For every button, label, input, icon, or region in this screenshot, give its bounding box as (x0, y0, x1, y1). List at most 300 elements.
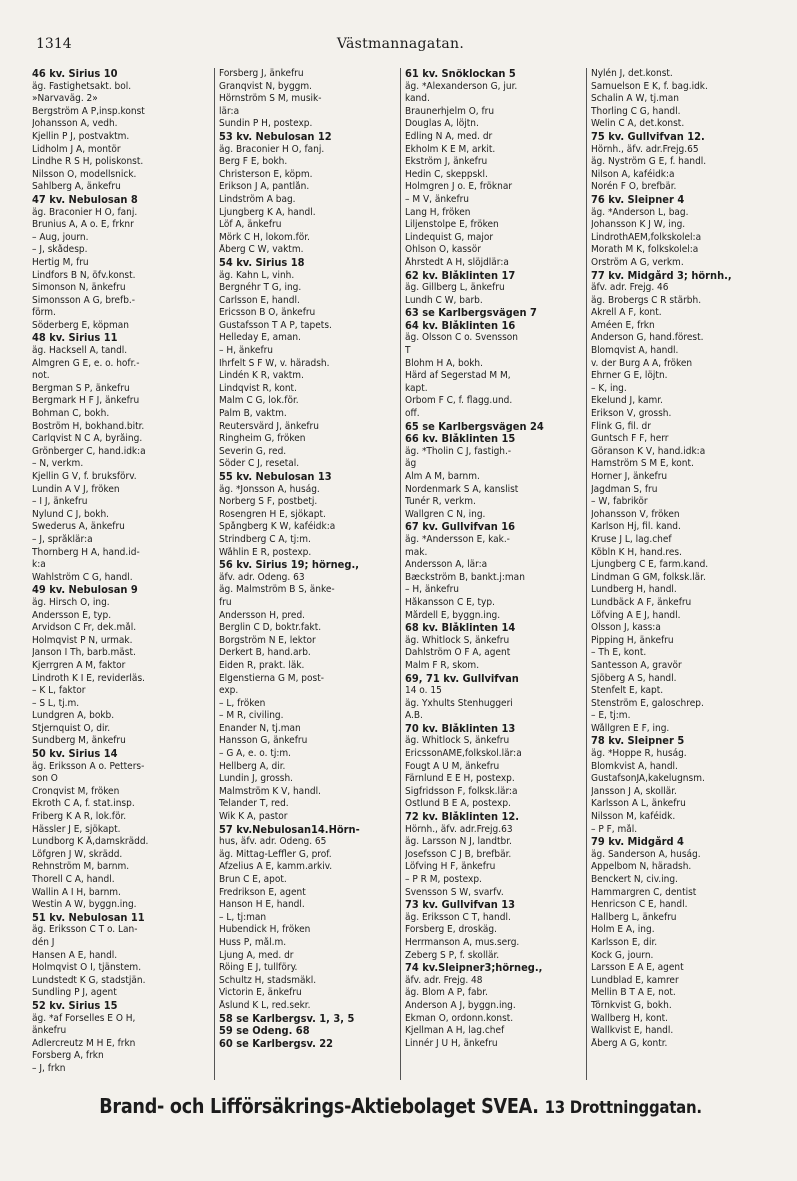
directory-entry: Härd af Segerstad M M, (405, 370, 511, 382)
block-heading: 67 kv. Gullvifvan 16 (405, 521, 516, 534)
directory-entry: Bergman S P, änkefru (32, 382, 130, 394)
directory-entry: Erikson V, grossh. (591, 408, 672, 420)
directory-entry: Schalin A W, tj.man (591, 93, 679, 105)
directory-entry: Hansen A E, handl. (32, 949, 118, 961)
directory-entry: äfv. adr. Frejg. 48 (405, 974, 483, 986)
directory-entry: Törnkvist G, bokh. (591, 999, 672, 1011)
directory-entry: Hansson G, änkefru (219, 735, 308, 747)
directory-entry: Kruse J L, lag.chef (591, 533, 672, 545)
directory-entry: Ekman O, ordonn.konst. (405, 1012, 514, 1024)
column-3 (400, 68, 586, 1080)
directory-entry: A.B. (405, 710, 423, 722)
block-heading: 76 kv. Sleipner 4 (591, 193, 685, 206)
directory-entry: Löfgren J W, skrädd. (32, 848, 123, 860)
directory-entry: Åhrstedt A H, slöjdlär:a (405, 256, 509, 268)
directory-entry: Horner J, änkefru (591, 471, 668, 482)
directory-entry: änkefru (32, 1025, 67, 1037)
block-heading: 51 kv. Nebulosan 11 (32, 911, 145, 924)
directory-entry: äg. Whitlock S, änkefru (405, 735, 510, 747)
directory-entry: Simonsson A G, brefb.- (32, 294, 136, 306)
directory-entry: Lundh C W, barb. (405, 294, 483, 306)
directory-entry: Karlsson A L, änkefru (591, 798, 686, 810)
block-heading: 56 kv. Sirius 19; hörneg., (219, 559, 359, 572)
directory-entry: lär:a (219, 105, 240, 117)
directory-entry: äg. *Anderson L, bag. (591, 206, 689, 218)
directory-entry: Appelbom N, häradsh. (591, 861, 692, 873)
directory-entry: Hörnström S M, musik- (219, 93, 322, 105)
directory-entry: Jansson J A, skollär. (591, 785, 677, 797)
directory-entry: hus, äfv. adr. Odeng. 65 (219, 836, 327, 848)
directory-entry: Herrmanson A, mus.serg. (405, 936, 520, 948)
directory-entry: äg. *Andersson E, kak.- (405, 533, 510, 545)
directory-entry: Holm E A, ing. (591, 924, 655, 936)
directory-entry: Cronqvist M, fröken (32, 785, 120, 797)
directory-entry: kand. (405, 93, 430, 105)
directory-entry: Lundberg H, handl. (591, 584, 677, 596)
directory-entry: Sundling P J, agent (32, 987, 117, 999)
directory-entry: – J, frkn (32, 1062, 66, 1074)
directory-entry: T (405, 345, 411, 357)
directory-entry: Enander N, tj.man (219, 722, 301, 734)
directory-entry: – L, tj:man (219, 911, 267, 923)
directory-entry: Lindequist G, major (405, 231, 494, 243)
directory-entry: Bergmark H F J, änkefru (32, 395, 140, 407)
directory-entry: äg. Eriksson C T o. Lan- (32, 924, 138, 936)
directory-entry: äg. Fastighetsakt. bol. (32, 80, 132, 92)
directory-entry: Forsberg J, änkefru (219, 68, 304, 79)
directory-entry: Åberg A G, kontr. (591, 1037, 668, 1049)
page-number: 1314 (36, 36, 72, 52)
block-heading: 68 kv. Blåklinten 14 (405, 622, 516, 635)
directory-entry: Lundbäck A F, änkefru (591, 596, 692, 608)
directory-entry: Hubendick H, fröken (219, 924, 311, 936)
block-heading: 61 kv. Snöklockan 5 (405, 68, 516, 80)
block-heading: 69, 71 kv. Gullvifvan (405, 672, 519, 685)
directory-entry: Ekström J, änkefru (405, 156, 488, 168)
directory-entry: Lindqvist R, kont. (219, 382, 297, 394)
directory-entry: Örbom F C, f. flagg.und. (405, 395, 513, 407)
directory-entry: Bergström A P,insp.konst (32, 105, 145, 117)
directory-entry: Hamström S M E, kont. (591, 458, 694, 470)
directory-entry: – Th E, kont. (591, 647, 647, 659)
directory-entry: Brunius A, A o. E, frknr (32, 219, 134, 231)
directory-entry: Löfving A E J, handl. (591, 609, 681, 621)
directory-entry: »Narvaväg. 2» (32, 93, 98, 105)
directory-entry: Örström A G, verkm. (591, 256, 684, 268)
directory-entry: Ekelund J, kamr. (591, 395, 663, 407)
directory-entry: Andersson H, pred. (219, 609, 306, 621)
directory-entry: – S L, tj.m. (32, 697, 80, 709)
directory-entry: Nilsson O, modellsnick. (32, 168, 137, 180)
directory-entry: Hammargren C, dentist (591, 886, 697, 898)
directory-entry: Boström H, bokhand.bitr. (32, 420, 145, 432)
directory-entry: Reutersvärd J, änkefru (219, 420, 319, 432)
directory-entry: Berg F E, bokh. (219, 156, 288, 168)
directory-entry: äg. Malmström B S, änke- (219, 584, 335, 596)
directory-entry: Christerson E, köpm. (219, 168, 313, 180)
directory-entry: Nordenmark S A, kanslist (405, 483, 519, 495)
directory-entry: äg. Brobergs C R stärbh. (591, 294, 702, 306)
directory-entry: äg. Kahn L, vinh. (219, 269, 295, 281)
block-heading: 65 se Karlbergsvägen 24 (405, 420, 544, 433)
directory-entry: Gustafsson T A P, tapets. (219, 319, 332, 331)
block-heading: 53 kv. Nebulosan 12 (219, 130, 332, 143)
directory-entry: off. (405, 408, 420, 420)
directory-entry: äg. Braconier H O, fanj. (219, 143, 325, 155)
directory-entry: Bohman C, bokh. (32, 408, 110, 420)
directory-entry: äg (405, 458, 417, 470)
directory-entry: Palm B, vaktm. (219, 408, 287, 420)
directory-entry: Sigfridsson F, folksk.lär:a (405, 785, 518, 797)
directory-entry: – J, skådesp. (32, 244, 88, 256)
directory-entry: äg. Larsson N J, landtbr. (405, 836, 512, 848)
directory-entry: Malmström K V, handl. (219, 785, 321, 797)
directory-entry: Nylund C J, bokh. (32, 508, 110, 520)
directory-entry: – Aug, journ. (32, 231, 89, 243)
directory-entry: Benckert N, civ.ing. (591, 874, 678, 885)
directory-entry: Thornberg H A, hand.id- (32, 546, 140, 558)
directory-entry: Kjerrgren A M, faktor (32, 659, 126, 671)
block-heading: 72 kv. Blåklinten 12. (405, 811, 520, 824)
directory-entry: Lindén K R, vaktm. (219, 370, 304, 382)
directory-entry: Eiden R, prakt. läk. (219, 659, 305, 671)
directory-entry: Andersson E, typ. (32, 609, 112, 621)
directory-entry: Malm F R, skom. (405, 659, 480, 671)
directory-entry: Östlund B E A, postexp. (405, 798, 511, 810)
directory-entry: Lindman G GM, folksk.lär. (591, 571, 706, 583)
directory-entry: – M R, civiling. (219, 710, 284, 722)
directory-entry: Tunér R, verkm. (405, 496, 476, 508)
block-heading: 77 kv. Midgård 3; hörnh., (591, 269, 732, 282)
directory-entry: Hellberg A, dir. (219, 760, 286, 772)
directory-entry: äg. *Hoppe R, huság. (591, 748, 687, 760)
directory-entry: Wallgren C N, ing. (405, 508, 486, 520)
directory-entry: Holmqvist O I, tjänstem. (32, 962, 142, 974)
directory-entry: Hörnh., äfv. adr.Frejg.63 (405, 823, 513, 835)
directory-entry: Johansson K J W, ing. (591, 219, 686, 231)
directory-entry: Lundin A V J, fröken (32, 483, 120, 495)
directory-entry: Wåhlin E R, postexp. (219, 546, 312, 558)
directory-entry: Åberg C W, vaktm. (219, 244, 304, 256)
directory-entry: Mörk C H, lokom.för. (219, 231, 310, 243)
directory-entry: Norberg S F, postbetj. (219, 496, 318, 508)
directory-entry: – J, språklär:a (32, 533, 93, 545)
block-heading: 52 kv. Sirius 15 (32, 999, 118, 1012)
directory-entry: Hertig M, fru (32, 256, 89, 268)
directory-entry: Lindroth K I E, reviderläs. (32, 672, 145, 684)
directory-entry: Lundstedt K G, stadstjän. (32, 974, 146, 986)
directory-entry: Huss P, mål.m. (219, 936, 287, 948)
directory-entry: Lundin J, grossh. (219, 773, 294, 785)
directory-entry: not. (32, 370, 50, 382)
directory-entry: – M V, änkefru (405, 193, 470, 205)
directory-entry: Strindberg C A, tj:m. (219, 533, 311, 545)
directory-entry: Carlsson E, handl. (219, 294, 300, 306)
directory-entry: Johansson V, fröken (591, 508, 680, 520)
directory-entry: k:a (32, 559, 46, 571)
directory-entry: äg. *Jonsson A, huság. (219, 483, 320, 495)
directory-entry: Hedin C, skeppskl. (405, 168, 488, 180)
street-heading: Västmannagatan. (336, 36, 465, 52)
directory-entry: Bæckström B, bankt.j:man (405, 571, 525, 583)
directory-entry: EricssonAME,folkskol.lär:a (405, 748, 522, 760)
block-heading: 55 kv. Nebulosan 13 (219, 471, 332, 483)
directory-entry: – I J, änkefru (32, 496, 88, 508)
directory-entry: Ljung A, med. dr (219, 949, 294, 961)
directory-entry: äfv. adr. Odeng. 63 (219, 571, 305, 583)
directory-entry: Ringheim G, fröken (219, 433, 306, 445)
directory-entry: Fredrikson E, agent (219, 886, 306, 898)
block-heading: 66 kv. Blåklinten 15 (405, 433, 516, 446)
directory-entry: Hässler J E, sjökapt. (32, 823, 121, 835)
directory-entry: Rehnström M, barnm. (32, 861, 130, 873)
directory-entry: äg. Whitlock S, änkefru (405, 634, 510, 646)
directory-entry: Wahlström C G, handl. (32, 571, 133, 583)
directory-entry: Sundin P H, postexp. (219, 118, 313, 130)
directory-entry: Fougt A U M, änkefru (405, 760, 500, 772)
directory-entry: Hanson H E, handl. (219, 899, 305, 911)
directory-entry: GustafsonJA,kakelugnsm. (591, 773, 705, 785)
directory-entry: – K L, faktor (32, 685, 86, 697)
directory-entry: Ihrfelt S F W, v. häradsh. (219, 357, 330, 369)
directory-entry: Borgström N E, lektor (219, 634, 316, 646)
directory-entry: Löfving H F, änkefru (405, 861, 496, 873)
directory-entry: Carlqvist N C A, byråing. (32, 433, 143, 445)
directory-entry: Victorin E, änkefru (219, 987, 302, 999)
block-heading: 47 kv. Nebulosan 8 (32, 193, 138, 206)
directory-entry: äg. Braconier H O, fanj. (32, 206, 138, 218)
block-heading: 79 kv. Midgård 4 (591, 836, 684, 849)
directory-entry: Swederus A, änkefru (32, 521, 125, 533)
footer-advertisement (73, 1094, 729, 1118)
directory-entry: Telander T, red. (219, 798, 289, 810)
block-heading: 75 kv. Gullvifvan 12. (591, 130, 705, 143)
directory-entry: Hallberg L, änkefru (591, 911, 677, 923)
directory-entry: mak. (405, 546, 428, 558)
directory-entry: Spångberg K W, kaféidk:a (219, 521, 336, 533)
directory-entry: Forsberg A, frkn (32, 1050, 104, 1062)
block-heading: 78 kv. Sleipner 5 (591, 735, 685, 748)
directory-entry: Wållgren E F, ing. (591, 722, 670, 734)
directory-entry: Köbln K H, hand.res. (591, 546, 682, 558)
directory-entry: äg. Eriksson C T, handl. (405, 911, 511, 923)
directory-entry: Ericsson B O, änkefru (219, 307, 316, 319)
directory-entry: Janson I Th, barb.mäst. (32, 647, 136, 659)
directory-entry: Färnlund E E H, postexp. (405, 773, 515, 785)
block-heading: 59 se Odeng. 68 (219, 1025, 310, 1038)
directory-entry: Nylén J, det.konst. (591, 68, 673, 79)
block-heading: 49 kv. Nebulosan 9 (32, 584, 138, 597)
block-heading: 58 se Karlbergsv. 1, 3, 5 (219, 1012, 355, 1025)
directory-entry: – E, tj:m. (591, 710, 631, 722)
column-1 (28, 68, 214, 1080)
directory-entry: – H, änkefru (405, 584, 460, 596)
directory-entry: äg. Yxhults Stenhuggeri (405, 697, 513, 709)
directory-entry: LindrothAEM,folkskolel:a (591, 231, 702, 243)
directory-entry: Ekholm K E M, arkit. (405, 143, 496, 155)
directory-entry: Sjöberg A S, handl. (591, 672, 677, 684)
directory-entry: Rosengren H E, sjökapt. (219, 508, 326, 520)
directory-entry: äg. Olsson C o. Svensson (405, 332, 518, 344)
directory-entry: Adlercreutz M H E, frkn (32, 1037, 136, 1049)
directory-entry: äg. *Tholin C J, fastigh.- (405, 445, 512, 457)
column-2 (214, 68, 400, 1080)
directory-entry: Grönberger C, hand.idk:a (32, 445, 146, 457)
directory-entry: Pipping H, änkefru (591, 634, 674, 646)
directory-entry: äg. Hirsch O, ing. (32, 596, 110, 608)
directory-entry: Lang H, fröken (405, 206, 471, 218)
directory-entry: Samuelson E K, f. bag.idk. (591, 80, 708, 92)
directory-entry: Bergnéhr T G, ing. (219, 282, 302, 294)
directory-entry: – N, verkm. (32, 458, 84, 470)
directory-entry: Ehrner G E, löjtn. (591, 370, 668, 382)
directory-entry: äg. Blom A P, fabr. (405, 987, 488, 999)
directory-entry: Löf A, änkefru (219, 219, 282, 231)
directory-entry: Westin A W, byggn.ing. (32, 899, 137, 911)
footer-company: Brand- och Lifförsäkrings-Aktiebolaget SVEA. (99, 1094, 539, 1118)
block-heading: 60 se Karlbergsv. 22 (219, 1037, 334, 1050)
directory-entry: Söder C J, resetal. (219, 458, 300, 470)
directory-entry: Santesson A, gravör (591, 659, 682, 671)
directory-entry: Sahlberg A, änkefru (32, 181, 121, 193)
directory-entry: Lindström A bag. (219, 193, 296, 205)
directory-entry: Stenström E, galoschrep. (591, 697, 704, 709)
directory-entry: Helleday E, aman. (219, 332, 301, 344)
block-heading: 54 kv. Sirius 18 (219, 256, 305, 269)
directory-entry: Mellin B T A E, not. (591, 987, 676, 999)
directory-entry: 14 o. 15 (405, 685, 442, 697)
directory-entry: äg. Eriksson A o. Petters- (32, 760, 145, 772)
directory-entry: Braunerhjelm O, fru (405, 105, 495, 117)
directory-columns (28, 68, 773, 1080)
directory-entry: – P F, mål. (591, 823, 638, 835)
directory-entry: Thorell C A, handl. (32, 874, 115, 885)
directory-entry: Holmqvist P N, urmak. (32, 634, 133, 646)
directory-entry: son O (32, 773, 58, 785)
directory-entry: v. der Burg A A, fröken (591, 357, 693, 369)
directory-entry: Douglas A, löjtn. (405, 118, 479, 130)
directory-entry: äg. Nyström G E, f. handl. (591, 156, 707, 168)
block-heading: 57 kv.Nebulosan14.Hörn- (219, 823, 360, 836)
directory-entry: Afzelius A E, kamm.arkiv. (219, 861, 333, 873)
directory-entry: Simonson N, änkefru (32, 282, 126, 294)
directory-entry: – P R M, postexp. (405, 874, 482, 885)
column-4 (586, 68, 772, 1080)
directory-entry: Malm C G, lok.för. (219, 395, 299, 407)
block-heading: 63 se Karlbergsvägen 7 (405, 307, 537, 320)
directory-entry: Arvidson C Fr, dek.mål. (32, 622, 137, 634)
directory-entry: Granqvist N, byggm. (219, 80, 313, 92)
directory-entry: äg. Gillberg L, änkefru (405, 282, 505, 294)
directory-entry: – L, fröken (219, 697, 266, 709)
directory-entry: Karlson Hj, fil. kand. (591, 521, 681, 533)
directory-entry: Kjellin G V, f. bruksförv. (32, 471, 137, 482)
directory-entry: Morath M K, folkskolel:a (591, 244, 699, 256)
directory-entry: Berglin C D, boktr.fakt. (219, 622, 322, 634)
directory-entry: – W, fabrikör (591, 496, 648, 508)
directory-entry: Lindhe R S H, poliskonst. (32, 156, 144, 168)
directory-entry: Stjernquist O, dir. (32, 722, 111, 734)
directory-entry: Zeberg S P, f. skollär. (405, 949, 500, 961)
directory-entry: Röing E J, tullföry. (219, 962, 298, 974)
directory-entry: Larsson E A E, agent (591, 962, 684, 974)
block-heading: 62 kv. Blåklinten 17 (405, 269, 516, 282)
directory-entry: Erikson J A, pantlån. (219, 181, 310, 193)
directory-entry: Severin G, red. (219, 445, 287, 457)
directory-entry: Nilson A, kaféidk:a (591, 168, 675, 180)
directory-entry: exp. (219, 685, 239, 697)
directory-entry: Friberg K A R, lok.för. (32, 811, 127, 823)
directory-entry: Lindfors B N, öfv.konst. (32, 269, 136, 281)
directory-entry: Akrell A F, kont. (591, 307, 662, 319)
block-heading: 46 kv. Sirius 10 (32, 68, 118, 80)
directory-entry: Ekroth C A, f. stat.insp. (32, 798, 135, 810)
directory-entry: Åslund K L, red.sekr. (219, 999, 311, 1011)
directory-entry: Flink G, fil. dr (591, 420, 651, 432)
directory-entry: Henricson C E, handl. (591, 899, 688, 911)
directory-entry: Andersson A, lär:a (405, 559, 488, 571)
directory-page (28, 36, 773, 1156)
directory-entry: Olsson J, kass:a (591, 622, 661, 634)
block-heading: 48 kv. Sirius 11 (32, 332, 118, 345)
directory-entry: Håkansson C E, typ. (405, 596, 495, 608)
directory-entry: Linnér J U H, änkefru (405, 1037, 498, 1049)
directory-entry: Dahlström O F A, agent (405, 647, 511, 659)
directory-entry: Mårdell E, byggn.ing. (405, 609, 501, 621)
directory-entry: Améen E, frkn (591, 319, 655, 331)
directory-entry: Wallin A I H, barnm. (32, 886, 121, 898)
footer-address: 13 Drottninggatan. (544, 1098, 702, 1118)
directory-entry: Wallkvist E, handl. (591, 1025, 674, 1037)
directory-entry: Ljungberg C E, farm.kand. (591, 559, 709, 571)
directory-entry: Guntsch F F, herr (591, 433, 669, 445)
directory-entry: äg. Hacksell A, tandl. (32, 345, 128, 357)
block-heading: 73 kv. Gullvifvan 13 (405, 899, 516, 912)
directory-entry: Stenfelt E, kapt. (591, 685, 664, 697)
directory-entry: Thorling C G, handl. (591, 105, 681, 117)
directory-entry: Johansson A, vedh. (32, 118, 118, 130)
directory-entry: dén J (32, 936, 55, 948)
directory-entry: – K, ing. (591, 382, 627, 394)
directory-entry: Jagdman S, fru (591, 483, 658, 495)
directory-entry: Kjellin P J, postvaktm. (32, 130, 130, 142)
directory-entry: Welin C A, det.konst. (591, 118, 685, 130)
block-heading: 74 kv.Sleipner3;hörneg., (405, 962, 543, 975)
directory-entry: Kjellman A H, lag.chef (405, 1025, 505, 1037)
block-heading: 64 kv. Blåklinten 16 (405, 319, 516, 332)
directory-entry: – G A, e. o. tj:m. (219, 748, 292, 760)
directory-entry: Wik K A, pastor (219, 811, 288, 823)
directory-entry: Lidholm J A, montör (32, 143, 121, 155)
directory-entry: äg. Sanderson A, huság. (591, 848, 701, 860)
directory-entry: Wallberg H, kont. (591, 1012, 669, 1024)
directory-entry: Blomkvist A, handl. (591, 760, 678, 772)
directory-entry: kapt. (405, 382, 428, 394)
directory-entry: Derkert B, hand.arb. (219, 647, 311, 659)
page-header (28, 36, 773, 62)
directory-entry: Edling N A, med. dr (405, 130, 493, 142)
directory-entry: Sundberg M, änkefru (32, 735, 126, 747)
directory-entry: förm. (32, 307, 56, 319)
directory-entry: Anderson G, hand.förest. (591, 332, 704, 344)
directory-entry: Holmgren J o. E, fröknar (405, 181, 513, 193)
directory-entry: Norén F O, brefbär. (591, 181, 677, 193)
directory-entry: Anderson A J, byggn.ing. (405, 999, 516, 1011)
directory-entry: Schultz H, stadsmäkl. (219, 974, 317, 986)
directory-entry: – H, änkefru (219, 345, 274, 357)
directory-entry: Karlsson E, dir. (591, 936, 658, 948)
directory-entry: Josefsson C J B, brefbär. (405, 848, 512, 860)
